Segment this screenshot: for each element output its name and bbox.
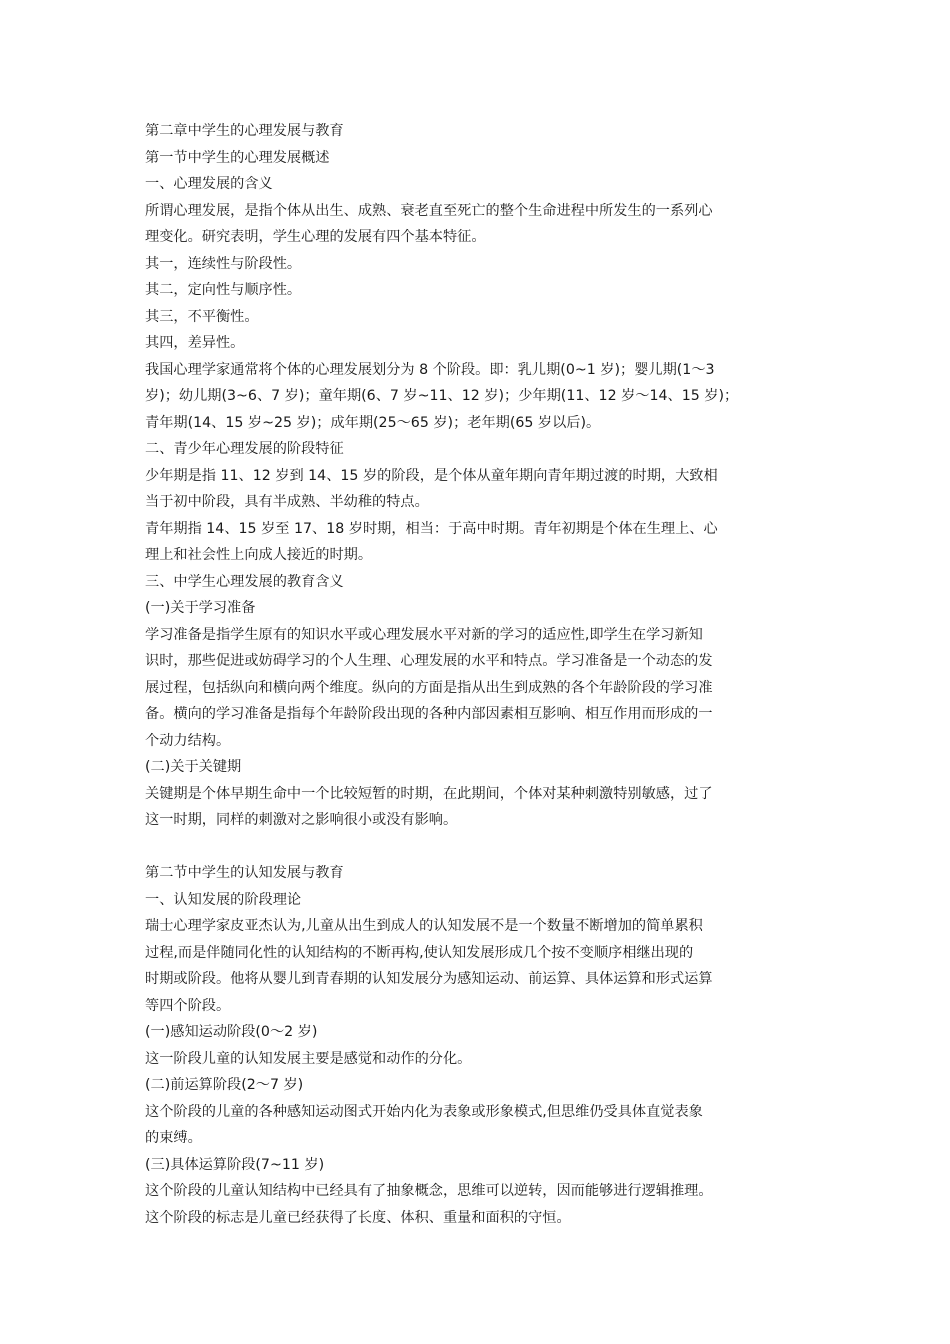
subheading-meaning: 一、心理发展的含义: [145, 176, 273, 192]
paragraph-line: 岁)；幼儿期(3~6、7 岁)；童年期(6、7 岁~11、12 岁)；少年期(11、12 岁～14、15 岁)；: [145, 388, 739, 404]
paragraph-line: 时期或阶段。他将从婴儿到青春期的认知发展分为感知运动、前运算、具体运算和形式运算: [145, 971, 713, 987]
paragraph-line: 当于初中阶段，具有半成熟、半幼稚的特点。: [145, 494, 429, 510]
document-body: [145, 118, 810, 1231]
feature-item-3: 其三，不平衡性。: [145, 308, 259, 325]
subheading-sensorimotor: (一)感知运动阶段(0～2 岁): [145, 1024, 318, 1040]
paragraph-line: 这个阶段的标志是儿童已经获得了长度、体积、重量和面积的守恒。: [145, 1209, 571, 1226]
paragraph-line: 过程,而是伴随同化性的认知结构的不断再构,使认知发展形成几个按不变顺序相继出现的: [145, 944, 694, 961]
paragraph-line: 个动力结构。: [145, 732, 231, 749]
subheading-stage-features: 二、青少年心理发展的阶段特征: [145, 441, 344, 457]
paragraph-line: 我国心理学家通常将个体的心理发展划分为 8 个阶段。即：乳儿期(0~1 岁)；婴儿期(1～3: [145, 361, 715, 378]
paragraph-line: 青年期指 14、15 岁至 17、18 岁时期，相当：于高中时期。青年初期是个体在生理上、心: [145, 520, 718, 537]
paragraph-line: 备。横向的学习准备是指每个年龄阶段出现的各种内部因素相互影响、相互作用而形成的一: [145, 706, 713, 722]
paragraph-line: 少年期是指 11、12 岁到 14、15 岁的阶段，是个体从童年期向青年期过渡的时期，大致相: [145, 467, 718, 484]
subheading-education-meaning: 三、中学生心理发展的教育含义: [145, 573, 344, 590]
paragraph-line: 这个阶段的儿童的各种感知运动图式开始内化为表象或形象模式,但思维仍受具体直觉表象: [145, 1103, 703, 1120]
paragraph-line: 所谓心理发展，是指个体从出生、成熟、衰老直至死亡的整个生命进程中所发生的一系列心: [145, 202, 713, 219]
paragraph-line: 瑞士心理学家皮亚杰认为,儿童从出生到成人的认知发展不是一个数量不断增加的简单累积: [145, 918, 703, 934]
paragraph-line: 青年期(14、15 岁~25 岁)；成年期(25～65 岁)；老年期(65 岁以后)。: [145, 414, 601, 431]
subheading-learning-readiness: (一)关于学习准备: [145, 600, 256, 616]
section-2-heading: 第二节中学生的认知发展与教育: [145, 865, 344, 881]
paragraph-line: 展过程，包括纵向和横向两个维度。纵向的方面是指从出生到成熟的各个年龄阶段的学习准: [145, 679, 713, 696]
subheading-preoperational: (二)前运算阶段(2～7 岁): [145, 1077, 304, 1093]
paragraph-line: 理变化。研究表明，学生心理的发展有四个基本特征。: [145, 229, 486, 245]
feature-item-4: 其四，差异性。: [145, 335, 245, 351]
paragraph-line: 等四个阶段。: [145, 997, 231, 1014]
paragraph-line: 识时，那些促进或妨碍学习的个人生理、心理发展的水平和特点。学习准备是一个动态的发: [145, 653, 713, 669]
paragraph-line: 这一阶段儿童的认知发展主要是感觉和动作的分化。: [145, 1050, 472, 1067]
subheading-concrete-operational: (三)具体运算阶段(7~11 岁): [145, 1156, 325, 1173]
paragraph-line: 这一时期，同样的刺激对之影响很小或没有影响。: [145, 812, 458, 828]
subheading-stage-theory: 一、认知发展的阶段理论: [145, 891, 302, 908]
feature-item-2: 其二，定向性与顺序性。: [145, 282, 302, 298]
paragraph-line: 理上和社会性上向成人接近的时期。: [145, 547, 373, 563]
feature-item-1: 其一，连续性与阶段性。: [145, 255, 302, 272]
section-1-heading: 第一节中学生的心理发展概述: [145, 149, 330, 166]
paragraph-line: 关键期是个体早期生命中一个比较短暂的时期，在此期间，个体对某种刺激特别敏感，过了: [145, 785, 713, 802]
paragraph-line: 学习准备是指学生原有的知识水平或心理发展水平对新的学习的适应性,即学生在学习新知: [145, 626, 703, 643]
subheading-critical-period: (二)关于关键期: [145, 759, 242, 775]
paragraph-line: 这个阶段的儿童认知结构中已经具有了抽象概念，思维可以逆转，因而能够进行逻辑推理。: [145, 1183, 713, 1199]
blank-line: [145, 834, 810, 861]
paragraph-line: 的束缚。: [145, 1130, 202, 1146]
chapter-title: 第二章中学生的心理发展与教育: [145, 123, 344, 139]
